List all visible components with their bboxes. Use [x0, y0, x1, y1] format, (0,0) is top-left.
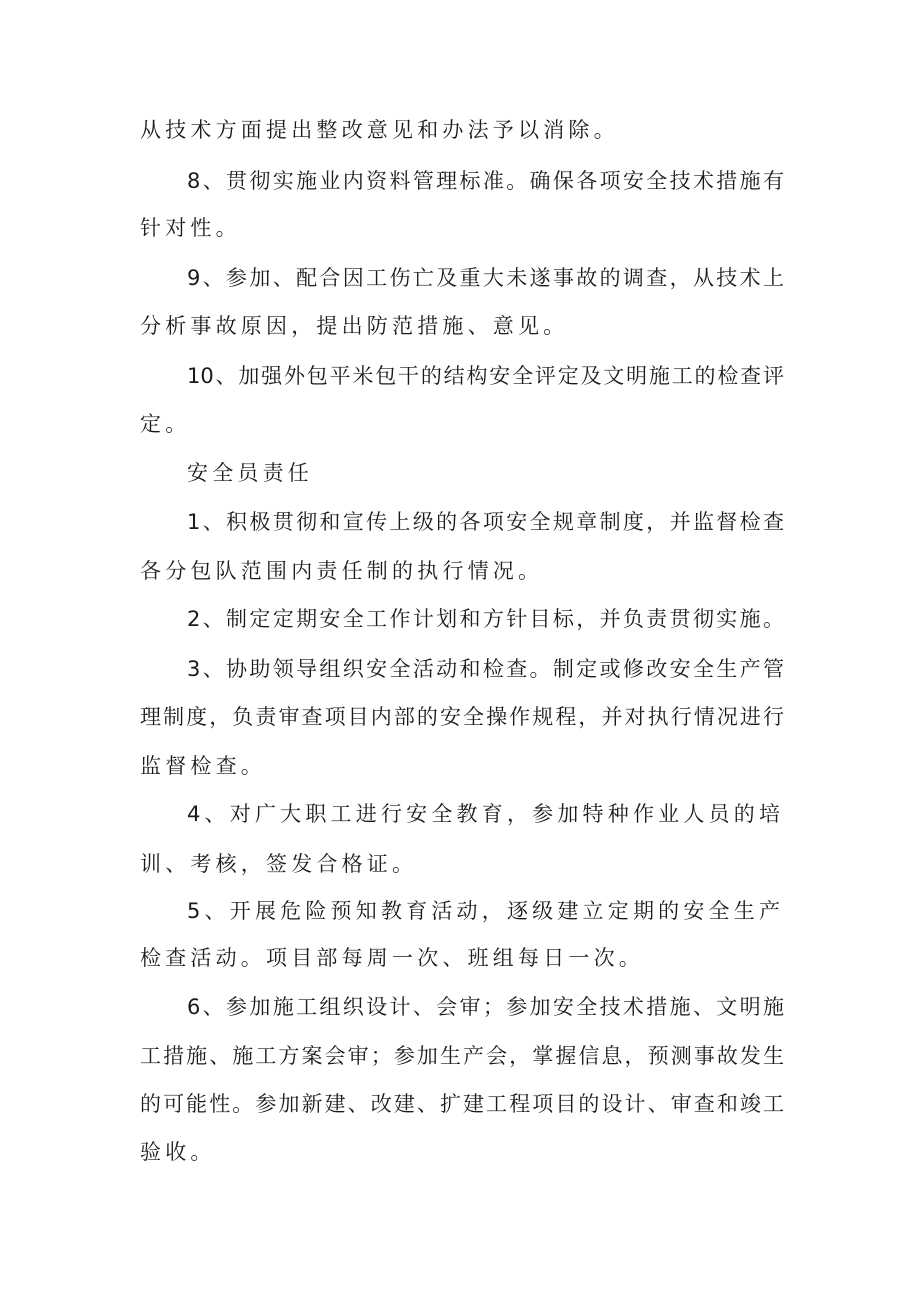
- text-line-10: 各分包队范围内责任制的执行情况。: [140, 559, 544, 583]
- text-line-17: 5、开展危险预知教育活动，逐级建立定期的安全生产: [187, 899, 785, 923]
- text-line-5: 分析事故原因，提出防范措施、意见。: [140, 314, 569, 338]
- text-line-2: 8、贯彻实施业内资料管理标准。确保各项安全技术措施有: [187, 169, 784, 193]
- text-line-18: 检查活动。项目部每周一次、班组每日一次。: [140, 946, 644, 970]
- text-line-4: 9、参加、配合因工伤亡及重大未遂事故的调查，从技术上: [187, 266, 784, 290]
- text-line-6: 10、加强外包平米包干的结构安全评定及文明施工的检查评: [187, 364, 784, 388]
- text-line-16: 训、考核，签发合格证。: [140, 852, 418, 876]
- section-heading: 安全员责任: [187, 461, 313, 485]
- text-line-13: 理制度，负责审查项目内部的安全操作规程，并对执行情况进行: [140, 705, 784, 729]
- text-line-22: 验收。: [140, 1140, 216, 1164]
- text-line-20: 工措施、施工方案会审；参加生产会，掌握信息，预测事故发生: [140, 1044, 784, 1068]
- text-line-3: 针对性。: [140, 216, 241, 240]
- text-line-7: 定。: [140, 412, 191, 436]
- text-line-14: 监督检查。: [140, 754, 266, 778]
- text-line-9: 1、积极贯彻和宣传上级的各项安全规章制度，并监督检查: [187, 510, 784, 534]
- text-line-1: 从技术方面提出整改意见和办法予以消除。: [140, 118, 619, 142]
- text-line-15: 4、对广大职工进行安全教育，参加特种作业人员的培: [187, 802, 785, 826]
- text-line-12: 3、协助领导组织安全活动和检查。制定或修改安全生产管: [187, 657, 784, 681]
- text-line-21: 的可能性。参加新建、改建、扩建工程项目的设计、审查和竣工: [140, 1092, 784, 1116]
- text-line-19: 6、参加施工组织设计、会审；参加安全技术措施、文明施: [187, 995, 784, 1019]
- text-line-11: 2、制定定期安全工作计划和方针目标，并负责贯彻实施。: [187, 607, 784, 631]
